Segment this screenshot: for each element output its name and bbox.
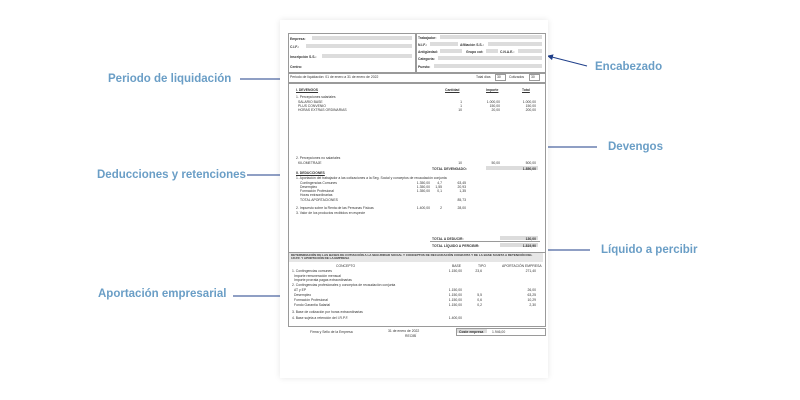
callout-liquido: Líquido a percibir bbox=[601, 244, 698, 256]
field-antiguedad bbox=[440, 49, 462, 53]
bases-row-concepto: Importe prorrata pagas extraordinarias bbox=[294, 278, 352, 282]
bases-row-concepto: Desempleo bbox=[294, 293, 312, 297]
bases-row-concepto: Fondo Garantía Salarial bbox=[294, 303, 330, 307]
bases-row-aporte: 271,40 bbox=[525, 269, 536, 273]
deduccion-row-concepto: Formación Profesional bbox=[300, 189, 334, 193]
label-nif: N.I.F.: bbox=[418, 43, 428, 47]
recibi-label: RECIBÍ bbox=[405, 334, 417, 338]
bases-title: DETERMINACIÓN DE LAS BASES DE COTIZACIÓN A LA SEGURIDAD SOCIAL Y CONCEPTOS DE RECAUDACIÓN CONJUNTA Y DE LA BASE SUJETA A RETENCIÓN DEL I.R.P.F. Y APORTACIÓN DE LA EMPRESA bbox=[291, 252, 533, 261]
deduccion-row-concepto: Desempleo bbox=[300, 185, 318, 189]
liquido-separator bbox=[430, 241, 540, 242]
devengo-row-concepto: HORAS EXTRAS ORDINARIAS bbox=[298, 108, 347, 112]
arrow-encabezado bbox=[548, 56, 587, 66]
coste-label: Coste empresa bbox=[459, 329, 484, 334]
bases-row-aporte: 10,29 bbox=[527, 298, 536, 302]
deduccion-row-base: 1.350,00 bbox=[416, 185, 430, 189]
callout-periodo: Periodo de liquidación bbox=[108, 73, 232, 85]
bases-row-tipo: 0,6 bbox=[477, 298, 482, 302]
devengos-title: I. DEVENGOS bbox=[296, 88, 319, 92]
callout-devengos: Devengos bbox=[608, 141, 663, 153]
bases-row-concepto: AT y EP bbox=[294, 288, 307, 292]
label-trabajador: Trabajador: bbox=[418, 36, 437, 40]
devengo-row-cantidad: 10 bbox=[458, 108, 462, 112]
salariales-heading: 1. Percepciones salariales bbox=[296, 95, 336, 99]
deduccion-row-concepto: Contingencias Comunes bbox=[300, 181, 337, 185]
field-nif bbox=[430, 42, 458, 46]
devengo-row-cantidad: 1 bbox=[460, 104, 462, 108]
label-categoria: Categoría: bbox=[418, 57, 435, 61]
bases-row-tipo: 5,5 bbox=[477, 293, 482, 297]
devengo-row-importe: 1.000,00 bbox=[486, 100, 500, 104]
devengo-ns-total: 500,00 bbox=[525, 161, 536, 165]
deduccion-row-base: 1.350,00 bbox=[416, 181, 430, 185]
callout-encabezado: Encabezado bbox=[595, 61, 663, 73]
coste-value: 1.946,00 bbox=[492, 329, 506, 334]
label-cif: C.I.F.: bbox=[290, 45, 300, 49]
devengo-row-concepto: SALARIO BASE bbox=[298, 100, 323, 104]
liquido-label: TOTAL LÍQUIDO A PERCIBIR: bbox=[432, 244, 480, 248]
field-afiliacion bbox=[488, 42, 542, 46]
total-devengado-label: TOTAL DEVENGADO: bbox=[432, 167, 467, 171]
total-dias-value: 30 bbox=[497, 75, 501, 79]
field-inscripcion bbox=[322, 54, 412, 58]
bases-row-concepto: 4. Base sujeta a retención del I.R.P.F. bbox=[292, 316, 349, 320]
label-grupo: Grupo cot: bbox=[466, 50, 484, 54]
deduccion-row-importe: 20,93 bbox=[457, 185, 466, 189]
devengo-row-importe: 150,00 bbox=[489, 104, 500, 108]
field-empresa bbox=[312, 36, 412, 40]
devengo-row-total: 200,00 bbox=[525, 108, 536, 112]
irpf-line: 2. Impuesto sobre la Renta de las Personas Físicas bbox=[296, 206, 374, 210]
devengo-ns-concepto: KILOMETRAJE bbox=[298, 161, 322, 165]
fecha-label: 31 de enero de 2022 bbox=[388, 329, 420, 333]
field-cnae bbox=[518, 49, 542, 53]
label-afiliacion: Afiliación S.S.: bbox=[460, 43, 484, 47]
bases-row-aporte: 26,00 bbox=[527, 288, 536, 292]
irpf-tipo: 2 bbox=[440, 206, 442, 210]
bases-row-concepto: 1. Contingencias comunes bbox=[292, 269, 332, 273]
bases-row-base: 1.150,00 bbox=[448, 269, 462, 273]
bases-row-base: 1.150,00 bbox=[448, 303, 462, 307]
bases-row-tipo: 23,6 bbox=[475, 269, 482, 273]
cotizados-value: 30 bbox=[531, 75, 535, 79]
col-total: Total bbox=[522, 88, 530, 92]
bases-row-aporte: 2,30 bbox=[529, 303, 536, 307]
devengo-row-importe: 20,00 bbox=[491, 108, 500, 112]
field-cif bbox=[306, 44, 412, 48]
bases-row-tipo: 0,2 bbox=[477, 303, 482, 307]
bases-row-base: 1.400,00 bbox=[448, 316, 462, 320]
bases-col-aportacion: APORTACIÓN EMPRESA bbox=[502, 264, 542, 268]
deducciones-title: II. DEDUCCIONES bbox=[296, 171, 325, 175]
callout-aportacion: Aportación empresarial bbox=[98, 288, 227, 300]
field-categoria bbox=[438, 56, 542, 60]
bases-row-base: 1.150,00 bbox=[448, 298, 462, 302]
devengo-ns-importe: 50,00 bbox=[491, 161, 500, 165]
bases-col-concepto: CONCEPTO bbox=[336, 264, 356, 268]
label-empresa: Empresa: bbox=[290, 37, 306, 41]
devengo-ns-cantidad: 10 bbox=[458, 161, 462, 165]
deduccion-row-tipo: 1,55 bbox=[435, 185, 442, 189]
especie-line: 3. Valor de los productos recibidos en especie bbox=[296, 211, 366, 215]
label-puesto: Puesto: bbox=[418, 65, 431, 69]
bases-row-concepto: 2. Contingencias profesionales y conceptos de recaudación conjunta bbox=[292, 283, 396, 287]
field-trabajador bbox=[440, 35, 542, 39]
total-deducir-value: 130,00 bbox=[525, 237, 536, 241]
liquido-value: 1.819,90 bbox=[522, 244, 536, 248]
callout-deducciones: Deducciones y retenciones bbox=[97, 169, 246, 181]
deduccion-row-tipo: 4,7 bbox=[437, 181, 442, 185]
total-dias-label: Total días bbox=[476, 75, 491, 79]
deduccion-row-concepto: Horas extraordinarias bbox=[300, 193, 333, 197]
field-grupo bbox=[486, 49, 498, 53]
period-text: Periodo de liquidación: 01 de enero a 31 de enero de 2022 bbox=[290, 75, 379, 79]
devengo-row-concepto: PLUS CONVENIO bbox=[298, 104, 326, 108]
deduccion-row-importe: 63,45 bbox=[457, 181, 466, 185]
devengo-row-total: 1.000,00 bbox=[522, 100, 536, 104]
bases-col-tipo: TIPO bbox=[478, 264, 486, 268]
field-puesto bbox=[434, 64, 542, 68]
bases-row-concepto: 3. Base de cotización por horas extraordinarias bbox=[292, 310, 363, 314]
col-importe: Importe bbox=[486, 88, 499, 92]
bases-row-aporte: 63,25 bbox=[527, 293, 536, 297]
bases-row-concepto: Formación Profesional bbox=[294, 298, 328, 302]
label-inscripcion: Inscripción S.S.: bbox=[290, 55, 317, 59]
deduccion-row-importe: 1,35 bbox=[459, 189, 466, 193]
deduccion-row-tipo: 0,1 bbox=[437, 189, 442, 193]
deduccion-row-base: 1.350,00 bbox=[416, 189, 430, 193]
devengo-row-cantidad: 1 bbox=[460, 100, 462, 104]
no-salariales-heading: 2. Percepciones no salariales bbox=[296, 156, 341, 160]
deduccion-row-importe: 85,73 bbox=[457, 198, 466, 202]
col-cantidad: Cantidad bbox=[445, 88, 460, 92]
label-cnae: C.N.A.E.: bbox=[500, 50, 515, 54]
irpf-base: 1.400,00 bbox=[416, 206, 430, 210]
label-centro: Centro: bbox=[290, 65, 303, 69]
irpf-importe: 28,00 bbox=[457, 206, 466, 210]
deduccion-row-concepto: TOTAL APORTACIONES bbox=[300, 198, 338, 202]
bases-col-base: BASE bbox=[452, 264, 462, 268]
payslip-document bbox=[280, 20, 548, 378]
aportacion-line: 1. Aportación del trabajador a las cotizaciones a la Seg. Social y conceptos de recaudación conjunta bbox=[296, 176, 447, 180]
total-deducir-label: TOTAL A DEDUCIR: bbox=[432, 237, 464, 241]
label-antiguedad: Antigüedad: bbox=[418, 50, 438, 54]
devengo-row-total: 150,00 bbox=[525, 104, 536, 108]
total-devengado-value: 1.850,00 bbox=[522, 167, 536, 171]
bases-row-concepto: Importe remuneración mensual bbox=[294, 274, 341, 278]
bases-row-base: 1.150,00 bbox=[448, 288, 462, 292]
firma-label: Firma y Sello de la Empresa bbox=[310, 330, 353, 334]
cotizados-label: Cotizados bbox=[509, 75, 525, 79]
bases-row-base: 1.150,00 bbox=[448, 293, 462, 297]
